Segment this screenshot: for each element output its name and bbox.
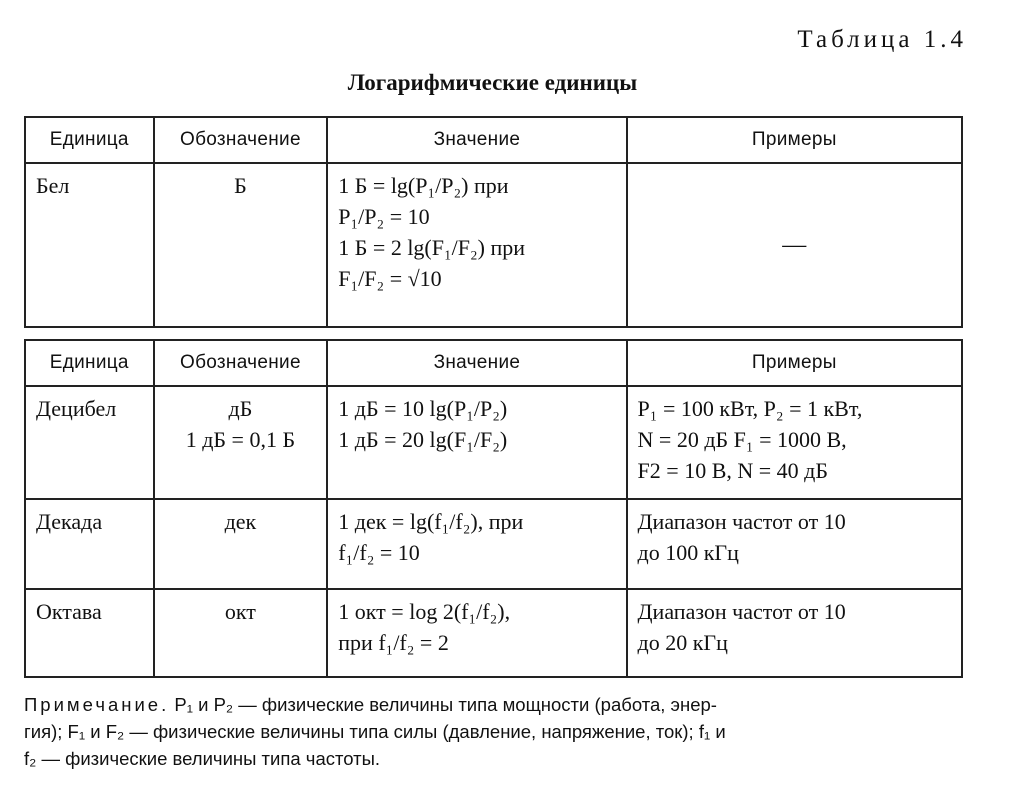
table-note <box>24 691 964 772</box>
note-line <box>24 691 964 718</box>
example-line: Диапазон частот от 10 <box>637 599 846 624</box>
unit-name: Бел <box>36 173 70 198</box>
example-cell <box>627 163 962 327</box>
column-header-examples: Примеры <box>627 340 962 386</box>
example-line: до 100 кГц <box>637 540 739 565</box>
value-cell <box>327 589 626 677</box>
unit-cell <box>25 386 154 499</box>
table-row <box>25 499 962 589</box>
header-row <box>25 117 962 163</box>
symbol-line: дек <box>224 509 257 534</box>
value-line: f₁/f₂ = 10 <box>338 540 420 565</box>
symbol-line: окт <box>224 599 256 624</box>
example-line: до 20 кГц <box>637 630 728 655</box>
example-cell <box>627 386 962 499</box>
note-label: Примечание. <box>24 694 170 715</box>
unit-name: Декада <box>36 509 103 534</box>
symbol-line: дБ <box>228 396 253 421</box>
symbol-cell <box>154 163 328 327</box>
note-text: P₁ и P₂ — физические величины типа мощности (работа, энер- <box>174 694 717 715</box>
value-line: при f₁/f₂ = 2 <box>338 630 449 655</box>
column-header-unit: Единица <box>25 340 154 386</box>
unit-name: Октава <box>36 599 102 624</box>
column-header-value: Значение <box>327 340 626 386</box>
example-line: N = 20 дБ F₁ = 1000 В, <box>637 427 847 452</box>
note-line: f₂ — физические величины типа частоты. <box>24 748 381 769</box>
column-header-value: Значение <box>327 117 626 163</box>
value-line: P₁/P₂ = 10 <box>338 204 430 229</box>
unit-cell <box>25 589 154 677</box>
value-cell <box>327 386 626 499</box>
table-row <box>25 589 962 677</box>
unit-cell <box>25 499 154 589</box>
table-number: Таблица 1.4 <box>797 26 967 53</box>
value-line: 1 окт = log 2(f₁/f₂), <box>338 599 511 624</box>
unit-cell <box>25 163 154 327</box>
column-header-unit: Единица <box>25 117 154 163</box>
note-line: гия); F₁ и F₂ — физические величины типа силы (давление, напряжение, ток); f₁ и <box>24 721 726 742</box>
example-dash: — <box>782 231 807 258</box>
value-cell <box>327 163 626 327</box>
example-cell <box>627 589 962 677</box>
example-line: P₁ = 100 кВт, P₂ = 1 кВт, <box>637 396 863 421</box>
value-line: 1 дБ = 10 lg(P₁/P₂) <box>338 396 508 421</box>
header-row <box>25 340 962 386</box>
value-line: 1 дБ = 20 lg(F₁/F₂) <box>338 427 508 452</box>
symbol-line: 1 дБ = 0,1 Б <box>185 427 296 452</box>
value-line: 1 Б = lg(P₁/P₂) при <box>338 173 509 198</box>
value-cell <box>327 499 626 589</box>
symbol-cell <box>154 499 328 589</box>
symbol-cell <box>154 589 328 677</box>
example-line: Диапазон частот от 10 <box>637 509 846 534</box>
value-line: 1 Б = 2 lg(F₁/F₂) при <box>338 235 526 260</box>
unit-name: Децибел <box>36 396 117 421</box>
unit-symbol: Б <box>234 173 247 198</box>
column-header-symbol: Обозначение <box>154 340 328 386</box>
table-title: Логарифмические единицы <box>347 70 638 95</box>
value-line: F₁/F₂ = √10 <box>338 266 442 291</box>
bel-table <box>24 116 963 328</box>
log-units-table <box>24 339 963 678</box>
table-row <box>25 386 962 499</box>
example-cell <box>627 499 962 589</box>
symbol-cell <box>154 386 328 499</box>
column-header-symbol: Обозначение <box>154 117 328 163</box>
example-line: F2 = 10 В, N = 40 дБ <box>637 458 828 483</box>
value-line: 1 дек = lg(f₁/f₂), при <box>338 509 524 534</box>
column-header-examples: Примеры <box>627 117 962 163</box>
table-row <box>25 163 962 327</box>
